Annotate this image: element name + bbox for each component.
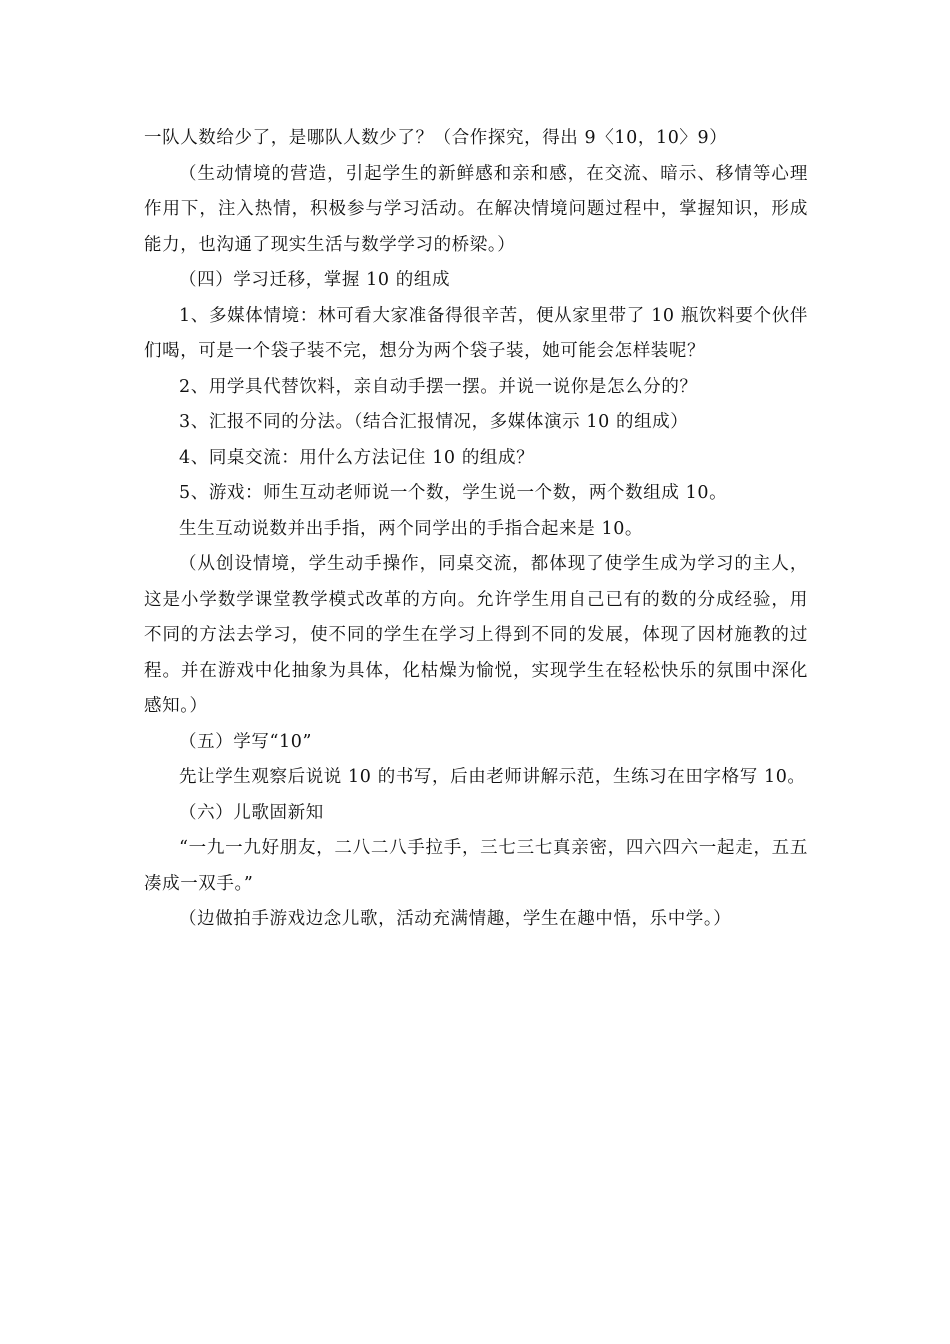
list-item-report-methods: 3、汇报不同的分法。（结合汇报情况，多媒体演示 10 的组成） [179,412,689,432]
section-heading-six: （六）儿歌固新知 [179,802,324,823]
paragraph-rhyme-note: （边做拍手游戏边念儿歌，活动充满情趣，学生在趣中悟，乐中学。） [179,909,732,929]
list-item-desk-mate-exchange: 4、同桌交流：用什么方法记住 10 的组成？ [179,447,535,468]
paragraph-nursery-rhyme: “一九一九好朋友，二八二八手拉手，三七三七真亲密，四六四六一起走，五五凑成一双手。” [144,838,808,894]
paragraph-reflection-note: （从创设情境，学生动手操作，同桌交流，都体现了使学生成为学习的主人，这是小学数学课堂教学模式改革的方向。允许学生用自己已有的数的分成经验，用不同的方法去学习，使不同的学生在学习上得到不同的发展，体现了因材施教的过程。并在游戏中化抽象为具体，化枯燥为愉悦，实现学生在轻松快乐的氛围中深化感知。） [144,554,808,716]
list-item-game: 5、游戏：师生互动老师说一个数，学生说一个数，两个数组成 10。 [179,483,728,503]
paragraph-writing-practice: 先让学生观察后说说 10 的书写，后由老师讲解示范，生练习在田字格写 10。 [179,767,806,787]
list-item-hands-on: 2、用学具代替饮料，亲自动手摆一摆。并说一说你是怎么分的？ [179,376,698,397]
list-item-multimedia-situation: 1、多媒体情境：林可看大家准备得很辛苦，便从家里带了 10 瓶饮料要个伙伴们喝，可是一个袋子装不完，想分为两个袋子装，她可能会怎样装呢？ [144,305,808,361]
section-heading-five: （五）学写“10” [179,731,313,752]
paragraph-student-interaction: 生生互动说数并出手指，两个同学出的手指合起来是 10。 [179,518,644,539]
paragraph-continued-cooperation: 一队人数给少了，是哪队人数少了？（合作探究，得出 9〈10，10〉9） [144,128,728,148]
section-heading-four: （四）学习迁移，掌握 10 的组成 [179,270,451,290]
paragraph-situation-note: （生动情境的营造，引起学生的新鲜感和亲和感，在交流、暗示、移情等心理作用下，注入热情，积极参与学习活动。在解决情境问题过程中，掌握知识，形成能力，也沟通了现实生活与数学学习的桥梁。） [144,163,808,255]
document-body [144,121,808,938]
